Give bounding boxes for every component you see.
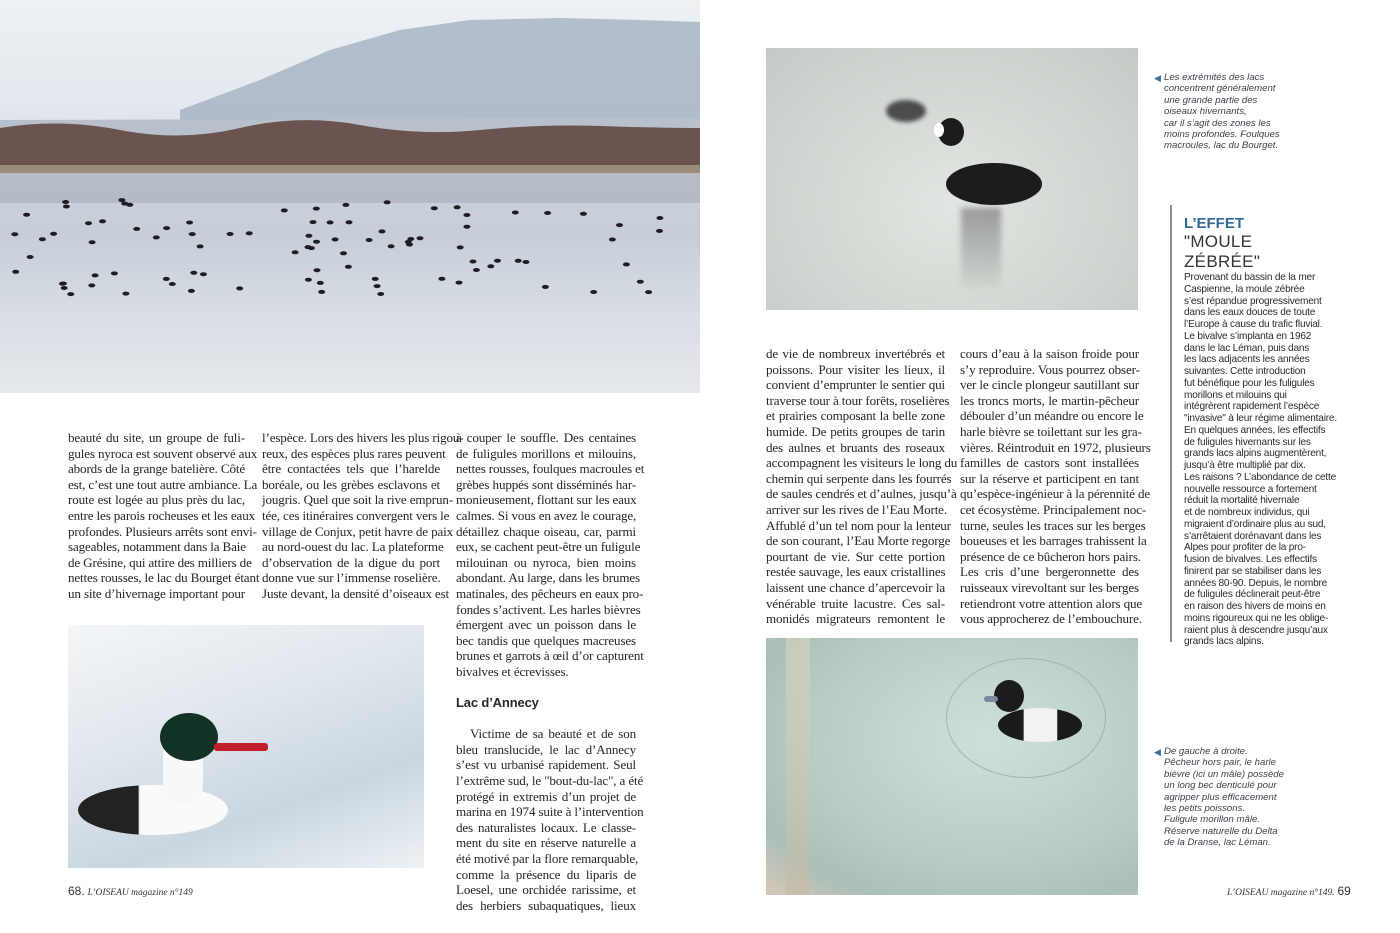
article-column-3 (456, 430, 645, 913)
bird-silhouette (313, 240, 320, 244)
text-line: vénérable truite lacustre. Ces sal- (766, 595, 945, 611)
bird-silhouette (590, 290, 597, 294)
text-line: village de Conjux, petit havre de paix (262, 523, 454, 539)
bird-silhouette (388, 244, 395, 248)
text-line: bleu translucide, le lac d’Annecy (456, 741, 636, 757)
text-line: boueuses et les barrages trahissent la (960, 533, 1147, 549)
text-line: arriver sur les rives de l’Eau Morte. (766, 501, 947, 517)
bird-silhouette (11, 232, 18, 236)
caption-coots (1154, 72, 1294, 152)
bird-silhouette (512, 211, 519, 215)
photo-lake-bourget-landscape (0, 0, 700, 393)
bird-silhouette (463, 213, 470, 217)
bird-silhouette (111, 271, 118, 275)
bird-silhouette (318, 290, 325, 294)
text-line: Affublé d’un tel nom pour la lenteur (766, 517, 951, 533)
sidebar-line: de fuligules hivernants sur les (1184, 436, 1311, 448)
text-line: être contactées tels que l’harelde (262, 461, 440, 477)
text-line: et prairies composant la belle zone (766, 408, 945, 424)
bird-silhouette (88, 283, 95, 287)
text-line: émergent avec un poisson dans le (456, 617, 636, 633)
caption-line: bièvre (ici un mâle) possède (1164, 768, 1284, 780)
text-line: convient d’emprunter le sentier qui (766, 377, 945, 393)
caption-arrow-icon: ◀ (1154, 747, 1161, 757)
sidebar-line: fut bénéfique pour les fuligules (1184, 377, 1315, 389)
bird-silhouette (27, 255, 34, 259)
caption-line: oiseaux hivernants, (1164, 106, 1247, 118)
text-line: l’espèce. Lors des hivers les plus rigou- (262, 430, 464, 445)
text-line: brunes et garrots à œil d’or capturent (456, 648, 644, 664)
sidebar-line: migraient d’ordinaire plus au sud, (1184, 518, 1326, 530)
sidebar-subtitle: "MOULE ZÉBRÉE" (1184, 232, 1261, 271)
goosander-bill (214, 743, 268, 751)
text-line: humide. De petits groupes de tarin (766, 423, 945, 439)
bird-silhouette (327, 220, 334, 224)
magazine-title-left: L’OISEAU magazine n°149 (87, 888, 193, 898)
sidebar-line: Les raisons ? L’abondance de cette (1184, 471, 1337, 483)
text-line: s’est vu urbanisé rapidement. Seul (456, 757, 636, 773)
coot (946, 163, 1042, 205)
coot-blurred (886, 100, 926, 122)
tufted-duck-bill (984, 696, 998, 702)
bird-silhouette (616, 223, 623, 227)
sidebar-line: "invasive" à leur régime alimentaire. (1184, 413, 1337, 424)
bird-silhouette (374, 284, 381, 288)
bird-silhouette (454, 205, 461, 209)
bird-silhouette (310, 220, 317, 224)
bird-silhouette (305, 234, 312, 238)
bird-silhouette (384, 200, 391, 204)
text-line: bivalves et écrevisses. (456, 663, 569, 679)
bird-silhouette (456, 281, 463, 285)
text-line: été motivé par la flore remarquable, (456, 851, 639, 867)
text-line: cet écosystème. Principalement noc- (960, 501, 1146, 517)
bird-silhouette (153, 235, 160, 239)
text-line: un site d’hivernage important pour (68, 585, 245, 601)
text-line: de fuligules morillons et milouins, (456, 445, 636, 461)
sidebar-line: s’est répandue progressivement (1184, 295, 1322, 307)
bird-silhouette (99, 219, 106, 223)
folio-right (1227, 884, 1351, 898)
bird-silhouette (473, 268, 480, 272)
text-line: familles de castors sont installées (960, 455, 1139, 471)
text-line: vous approcherez de l’embouchure. (960, 611, 1142, 627)
bird-silhouette (544, 211, 551, 215)
caption-line: concentrent généralement (1164, 83, 1276, 95)
text-line: abondant. Au large, dans les brumes (456, 570, 640, 586)
text-line: qu’espèce-ingénieur à la pérennité de (960, 486, 1151, 502)
caption-line: Les extrémités des lacs (1164, 72, 1265, 83)
text-line: débouler d’un méandre ou encore le (960, 408, 1144, 424)
caption-line: une grande partie des (1164, 94, 1258, 106)
text-line: de Grésine, qui attire des milliers de (68, 554, 252, 570)
text-line: profondes. Plusieurs arrêts sont envi- (68, 523, 257, 539)
sidebar-line: en raison des hivers de moins en (1184, 601, 1326, 612)
sidebar-line: années 80-90. Depuis, le nombre (1184, 577, 1328, 589)
bird-silhouette (61, 286, 68, 290)
text-line: fondes s’activent. Les harles bièvres (456, 601, 641, 617)
bird-silhouette (163, 277, 170, 281)
sidebar-line: grands lacs alpins. (1184, 636, 1264, 648)
text-line: tée, ces itinéraires convergent vers le (262, 507, 450, 523)
bird-silhouette (366, 238, 373, 242)
bird-silhouette (236, 286, 243, 290)
bird-silhouette (345, 265, 352, 269)
bird-silhouette (470, 260, 477, 264)
text-line: ruisseaux virevoltant sur les berges (960, 579, 1139, 595)
text-line: les troncs morts, le martin-pêcheur (960, 392, 1139, 408)
sidebar-line: réduit la mortalité hivernale (1184, 495, 1300, 507)
photo-coots (766, 48, 1138, 310)
bird-silhouette (438, 277, 445, 281)
bird-silhouette (200, 272, 207, 276)
caption-goosander-tufted (1154, 746, 1304, 849)
text-line: de vie de nombreux invertébrés et (766, 346, 945, 361)
text-line: entre les parois rocheuses et les eaux (68, 507, 255, 523)
text-line: cours d’eau à la saison froide pour (960, 346, 1139, 361)
article-column-4 (766, 346, 958, 627)
bird-silhouette (379, 229, 386, 233)
bird-silhouette (63, 205, 70, 209)
bird-silhouette (23, 213, 30, 217)
sidebar-line: morillons et milouins qui (1184, 389, 1287, 401)
bird-silhouette (515, 259, 522, 263)
bird-silhouette (169, 282, 176, 286)
bird-silhouette (317, 281, 324, 285)
sidebar-line: finirent par se stabiliser dans les (1184, 565, 1322, 577)
bird-silhouette (314, 268, 321, 272)
text-line: sageables, notamment dans la Baie (68, 539, 246, 555)
text-line: monieusement, flottant sur les eaux (456, 492, 637, 508)
sidebar-line: suivantes. Cette introduction (1184, 366, 1306, 377)
bird-silhouette (332, 237, 339, 241)
bird-silhouette (305, 278, 312, 282)
bird-silhouette (133, 227, 140, 231)
text-line: est, c’est une tout autre ambiance. La (68, 476, 258, 492)
text-line: Juste devant, la densité d’oiseaux est (262, 585, 450, 601)
text-line: marina en 1974 suite à l’intervention (456, 804, 644, 820)
bird-silhouette (246, 231, 253, 235)
caption-line: car il s’agit des zones les (1164, 117, 1271, 129)
text-line: accompagnent les visiteurs le long du (766, 455, 958, 471)
caption-line: Pêcheur hors pair, le harle (1164, 757, 1276, 769)
text-line: présence de ce bûcheron hors pairs. (960, 548, 1141, 564)
text-line: au nord-ouest du lac. La plateforme (262, 539, 444, 555)
text-line: s’y reproduire. Vous pourrez obser- (960, 361, 1140, 377)
text-line: laissent une chance d’apercevoir la (766, 579, 945, 595)
text-line: matinales, des pêcheurs en eaux pro- (456, 585, 644, 601)
text-line: jougris. Quel que soit la rive emprun- (262, 492, 454, 508)
sidebar-line: Caspienne, la moule zébrée (1184, 283, 1305, 295)
bird-silhouette (346, 220, 353, 224)
bird-silhouette (342, 203, 349, 207)
text-line: route est logée au plus près du lac, (68, 492, 245, 508)
text-line: nettes rousses, le lac du Bourget étant (68, 570, 260, 586)
bird-silhouette (186, 221, 193, 225)
text-line: Victime de sa beauté et de son (470, 726, 636, 742)
text-line: reux, des espèces plus rares peuvent (262, 445, 446, 461)
text-line: d’observation de la digue du port (262, 554, 440, 570)
bird-silhouette (189, 232, 196, 236)
bird-silhouette (609, 238, 616, 242)
lake-landscape-illustration (0, 0, 700, 393)
text-line: ment du site en réserve naturelle a (456, 835, 636, 851)
bird-silhouette (188, 289, 195, 293)
sidebar-line: Alpes pour profiter de la pro- (1184, 542, 1306, 554)
caption-line: moins profondes. Foulques (1164, 129, 1280, 141)
text-line: gules nyroca est souvent observé aux (68, 445, 258, 461)
text-line: traverse tour à tour forêts, roselières (766, 392, 950, 408)
bird-silhouette (227, 232, 234, 236)
page-number-left: 68. (68, 884, 85, 898)
text-line: poissons. Pour visiter les lieux, il (766, 361, 945, 377)
text-line: retiendront votre attention alors que (960, 595, 1143, 611)
bird-silhouette (645, 290, 652, 294)
goosander-head (160, 713, 218, 761)
bird-silhouette (118, 198, 125, 202)
text-line: nettes rousses, foulques macroules et (456, 461, 645, 477)
text-line: donne vue sur l’immense roselière. (262, 570, 441, 586)
bird-silhouette (92, 273, 99, 277)
goosander-body (78, 785, 228, 835)
sidebar-line: dans les eaux douces de toute (1184, 307, 1316, 319)
text-line: monidés migrateurs remontent le (766, 611, 945, 627)
text-line: harle bièvre se toilettant sur les gra- (960, 423, 1142, 439)
sidebar-line: l’Europe à cause du trafic fluvial. (1184, 319, 1323, 330)
bird-silhouette (523, 260, 530, 264)
bird-silhouette (542, 285, 549, 289)
text-line: des naturalistes locaux. Le classe- (456, 819, 636, 835)
section-heading: Lac d’Annecy (456, 695, 539, 711)
bird-silhouette (121, 202, 128, 206)
bird-silhouette (62, 200, 69, 204)
bird-silhouette (494, 259, 501, 263)
article-column-5 (960, 346, 1151, 627)
caption-line: Fuligule morillon mâle. (1164, 814, 1260, 826)
bird-silhouette (50, 232, 57, 236)
bird-silhouette (292, 250, 299, 254)
caption-line: De gauche à droite. (1164, 746, 1248, 757)
text-line: grèbes huppés sont disséminés har- (456, 476, 636, 492)
text-line: à couper le souffle. Des centaines (456, 430, 636, 445)
bird-silhouette (39, 237, 46, 241)
bird-silhouette (417, 236, 424, 240)
sidebar-line: raient plus à descendre jusqu’aux (1184, 624, 1328, 636)
bird-silhouette (281, 208, 288, 212)
coot-bill (934, 123, 944, 137)
article-column-2 (262, 430, 464, 602)
bird-silhouette (463, 225, 470, 229)
bird-silhouette (431, 206, 438, 210)
bird-silhouette (163, 226, 170, 230)
bird-silhouette (67, 292, 74, 296)
bird-silhouette (406, 243, 413, 247)
bird-silhouette (377, 292, 384, 296)
text-line: vières. Réintroduit en 1972, plusieurs (960, 439, 1151, 455)
text-line: détaillez chaque oiseau, car, parmi (456, 523, 636, 539)
bird-silhouette (89, 240, 96, 244)
text-line: Loesel, une orchidée rarissime, et (456, 882, 636, 898)
caption-line: les petits poissons. (1164, 803, 1246, 815)
folio-left (68, 884, 193, 898)
photo-goosander (68, 625, 424, 868)
bird-silhouette (190, 271, 197, 275)
text-line: ver le cincle plongeur sautillant sur (960, 377, 1139, 393)
bird-silhouette (656, 229, 663, 233)
text-line: milouinan ou nyroca, bien moins (456, 554, 636, 570)
text-line: calmes. Si vous en avez le courage, (456, 507, 637, 523)
text-line: beauté du site, un groupe de fuli- (68, 430, 245, 445)
photo-tufted-duck (766, 638, 1138, 895)
sidebar-line: Provenant du bassin de la mer (1184, 272, 1316, 283)
bird-silhouette (637, 280, 644, 284)
text-line: chemin qui serpente dans les fourrés (766, 470, 952, 486)
sidebar-line: intégrèrent rapidement l’espèce (1184, 401, 1320, 413)
bird-silhouette (656, 216, 663, 220)
bird-silhouette (372, 277, 379, 281)
sidebar-body (1184, 272, 1337, 648)
text-line: turne, seules les traces sur les berges (960, 517, 1146, 533)
text-line: eux, se cachent peut-être un fuligule (456, 539, 641, 555)
sidebar-line: fusion de bivalves. Les effectifs (1184, 554, 1317, 565)
article-column-1 (68, 430, 260, 602)
text-line: boréale, ou les grèbes esclavons et (262, 476, 440, 492)
caption-line: un long bec denticulé pour (1164, 780, 1277, 792)
sidebar-line: grands lacs alpins augmentèrent, (1184, 448, 1327, 460)
text-line: comme la présence du liparis de (456, 866, 636, 882)
bird-silhouette (623, 262, 630, 266)
bird-silhouette (487, 264, 494, 268)
text-line: pourtant de vie. Sur cette portion (766, 548, 945, 564)
bird-silhouette (313, 207, 320, 211)
bird-silhouette (59, 282, 66, 286)
sidebar-line: nouvelle ressource a fortement (1184, 483, 1317, 495)
caption-line: de la Dranse, lac Léman. (1164, 837, 1271, 849)
text-line: de son courant, l’Eau Morte regorge (766, 533, 951, 549)
bird-silhouette (12, 270, 19, 274)
caption-arrow-icon: ◀ (1154, 73, 1161, 83)
tufted-duck-head (994, 680, 1024, 712)
text-line: de saules cendrés et d’aulnes, jusqu’à (766, 486, 957, 502)
sidebar-line: moins rigoureux qui ne les oblige- (1184, 612, 1329, 624)
sidebar-line: de fuligules déclinerait peut-être (1184, 589, 1321, 601)
bird-silhouette (340, 251, 347, 255)
tufted-duck-body (998, 708, 1082, 742)
sidebar-line: Le bivalve s’implanta en 1962 (1184, 330, 1312, 342)
bird-silhouette (580, 212, 587, 216)
text-line: protégé in extremis d’un projet de (456, 788, 636, 804)
caption-line: agripper plus efficacement (1164, 791, 1277, 803)
sidebar-line: dans le lac Léman, puis dans (1184, 342, 1310, 354)
caption-line: Réserve naturelle du Delta (1164, 825, 1278, 837)
text-line: Les cris d’une bergeronnette des (960, 564, 1139, 580)
sidebar-box-zebra-mussel (1170, 205, 1337, 648)
text-line: restée sauvage, les eaux cristallines (766, 564, 946, 580)
sidebar-title: L’EFFET (1184, 215, 1244, 232)
text-line: des herbiers subaquatiques, lieux (456, 897, 636, 913)
page-number-right: 69 (1337, 884, 1351, 898)
text-line: abords de la grange batelière. Côté (68, 461, 245, 477)
bird-silhouette (85, 221, 92, 225)
sidebar-line: et de nombreux individus, qui (1184, 507, 1310, 518)
text-line: bec tandis que quelques macreuses (456, 632, 636, 648)
sidebar-line: les lacs adjacents les années (1184, 354, 1310, 366)
magazine-title-right: L’OISEAU magazine n°149. (1227, 888, 1335, 898)
sidebar-line: jusqu’à être multiplié par dix. (1184, 460, 1306, 471)
text-line: des aulnes et bruants des roseaux (766, 439, 945, 455)
bird-silhouette (122, 292, 129, 296)
bird-flock (11, 198, 663, 296)
bird-silhouette (457, 245, 464, 249)
sidebar-line: s’arrêtaient dorénavant dans les (1184, 530, 1322, 542)
sidebar-line: En quelques années, les effectifs (1184, 424, 1326, 436)
bird-silhouette (305, 245, 312, 249)
caption-line: macroules, lac du Bourget. (1164, 140, 1279, 152)
text-line: sur la réserve et participent en tant (960, 470, 1139, 486)
bird-silhouette (197, 244, 204, 248)
text-line: l’extrême sud, le "bout-du-lac", a été (456, 773, 644, 789)
